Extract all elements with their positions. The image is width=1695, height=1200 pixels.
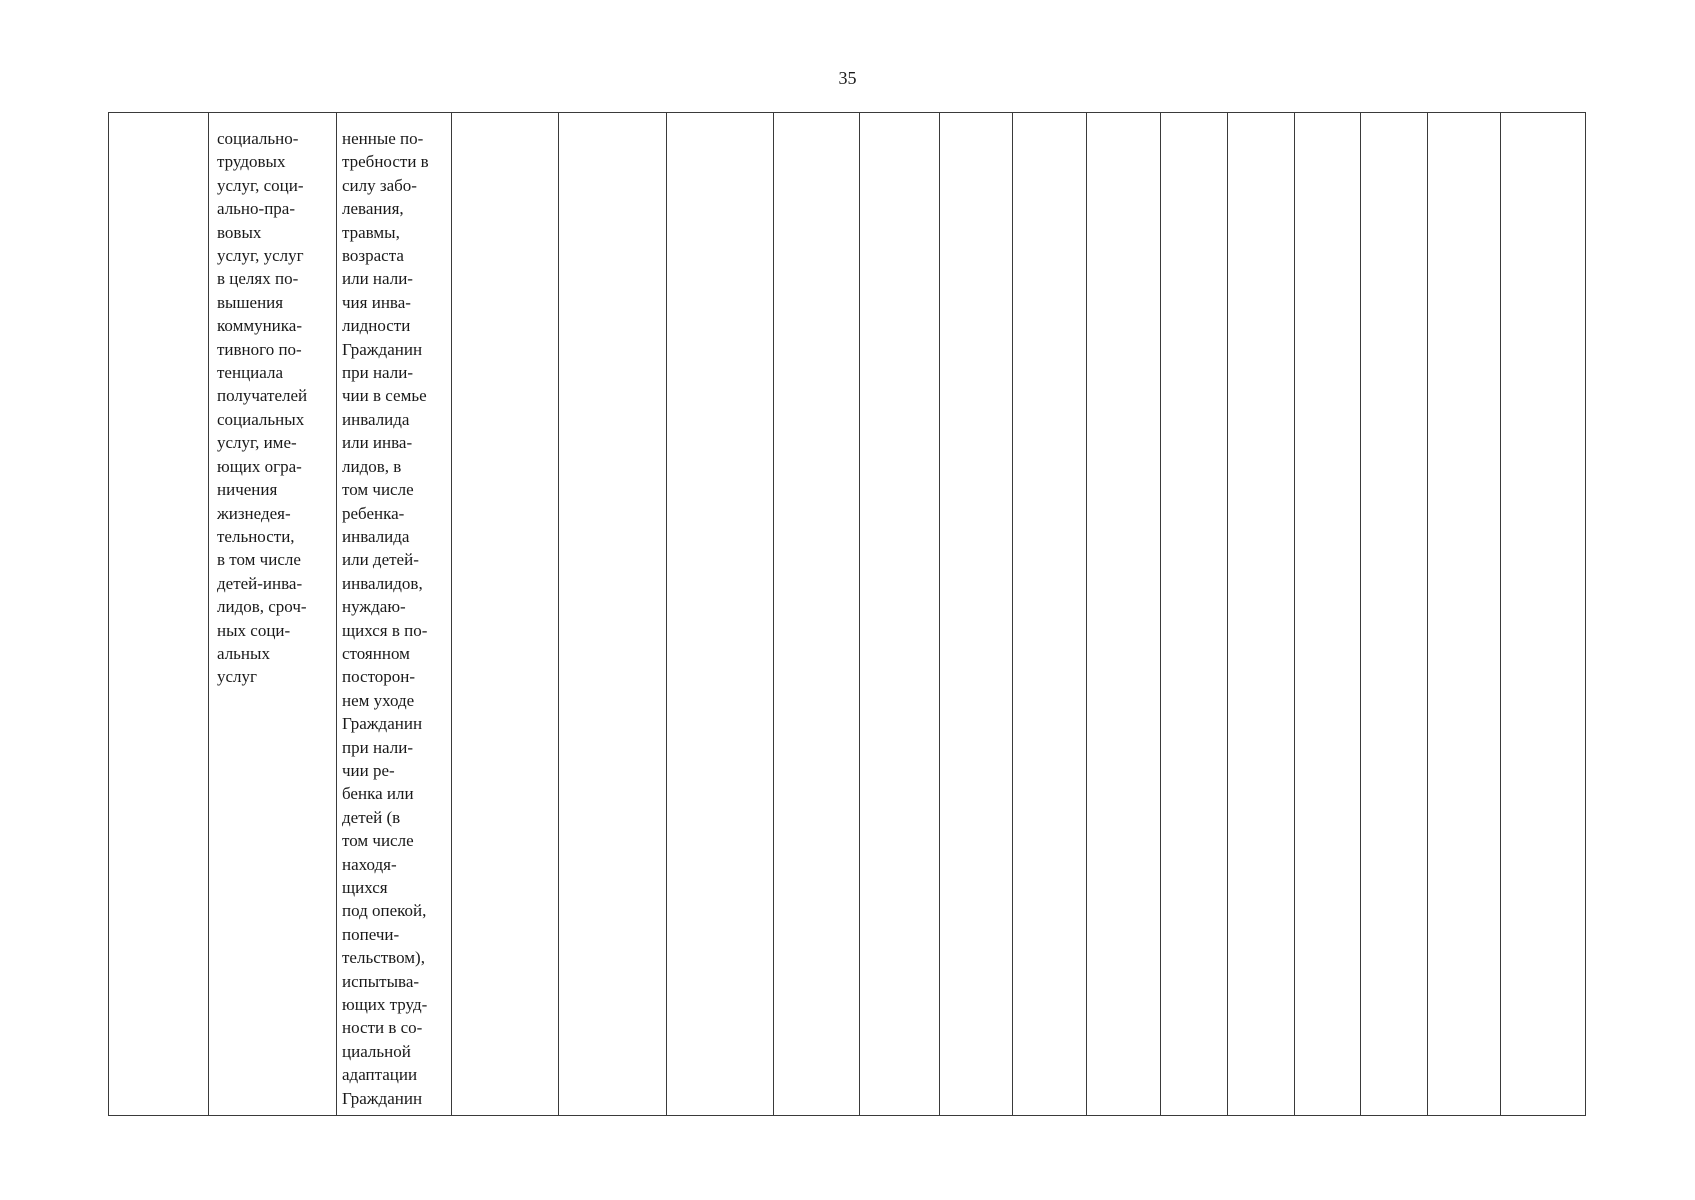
cell-text [109, 113, 208, 127]
cell-text [559, 113, 666, 127]
cell-text [1161, 113, 1227, 127]
table-cell-col-9 [940, 113, 1013, 1116]
cell-text [1361, 113, 1427, 127]
cell-text [1228, 113, 1294, 127]
document-table [108, 112, 1586, 1116]
table-cell-col-2 [209, 113, 337, 1116]
service-description-text: социально- трудовых услуг, соци- ально-пра- вовых услуг, услуг в целях по- вышения коммуника- тивного по- тенциала получателей социальных услуг, име- ющих огра- ничения жизнедея- тельности, в том числе детей-инва- лидов, сроч- ных соци- альных услуг [217, 129, 308, 687]
cell-text [774, 113, 859, 127]
table-cell-col-1 [109, 113, 209, 1116]
table-cell-col-14 [1295, 113, 1361, 1116]
recipient-criteria-text: ненные по- требности в силу забо- левания, травмы, возраста или нали- чия инва- лидности Гражданин при нали- чии в семье инвалида или инва- лидов, в том числе ребенка- инвалида или детей- инвалидов, нуждаю- щихся в по- стоянном посторон- нем уходе Гражданин при нали- чии ре- бенка или детей (в том числе находя- щихся под опекой, попечи- тельством), испытыва- ющих труд- ности в со- циальной адаптации Гражданин [342, 129, 429, 1108]
table-cell-col-11 [1087, 113, 1161, 1116]
table-cell-col-3 [337, 113, 452, 1116]
table-cell-col-6 [667, 113, 774, 1116]
table-row [109, 113, 1586, 1116]
table-cell-col-10 [1013, 113, 1087, 1116]
cell-text [1295, 113, 1360, 127]
table-cell-col-7 [774, 113, 860, 1116]
table-cell-col-5 [559, 113, 667, 1116]
cell-text [1087, 113, 1160, 127]
cell-text [667, 113, 773, 127]
cell-text [452, 113, 558, 127]
table-cell-col-8 [860, 113, 940, 1116]
page-number: 35 [838, 68, 857, 88]
table-cell-col-13 [1228, 113, 1295, 1116]
cell-text [940, 113, 1012, 127]
cell-text [1428, 113, 1500, 127]
table-cell-col-4 [452, 113, 559, 1116]
cell-text [860, 113, 939, 127]
table-cell-col-17 [1501, 113, 1586, 1116]
table-cell-col-15 [1361, 113, 1428, 1116]
cell-text [1501, 113, 1585, 127]
table-cell-col-16 [1428, 113, 1501, 1116]
cell-text [1013, 113, 1086, 127]
table-cell-col-12 [1161, 113, 1228, 1116]
